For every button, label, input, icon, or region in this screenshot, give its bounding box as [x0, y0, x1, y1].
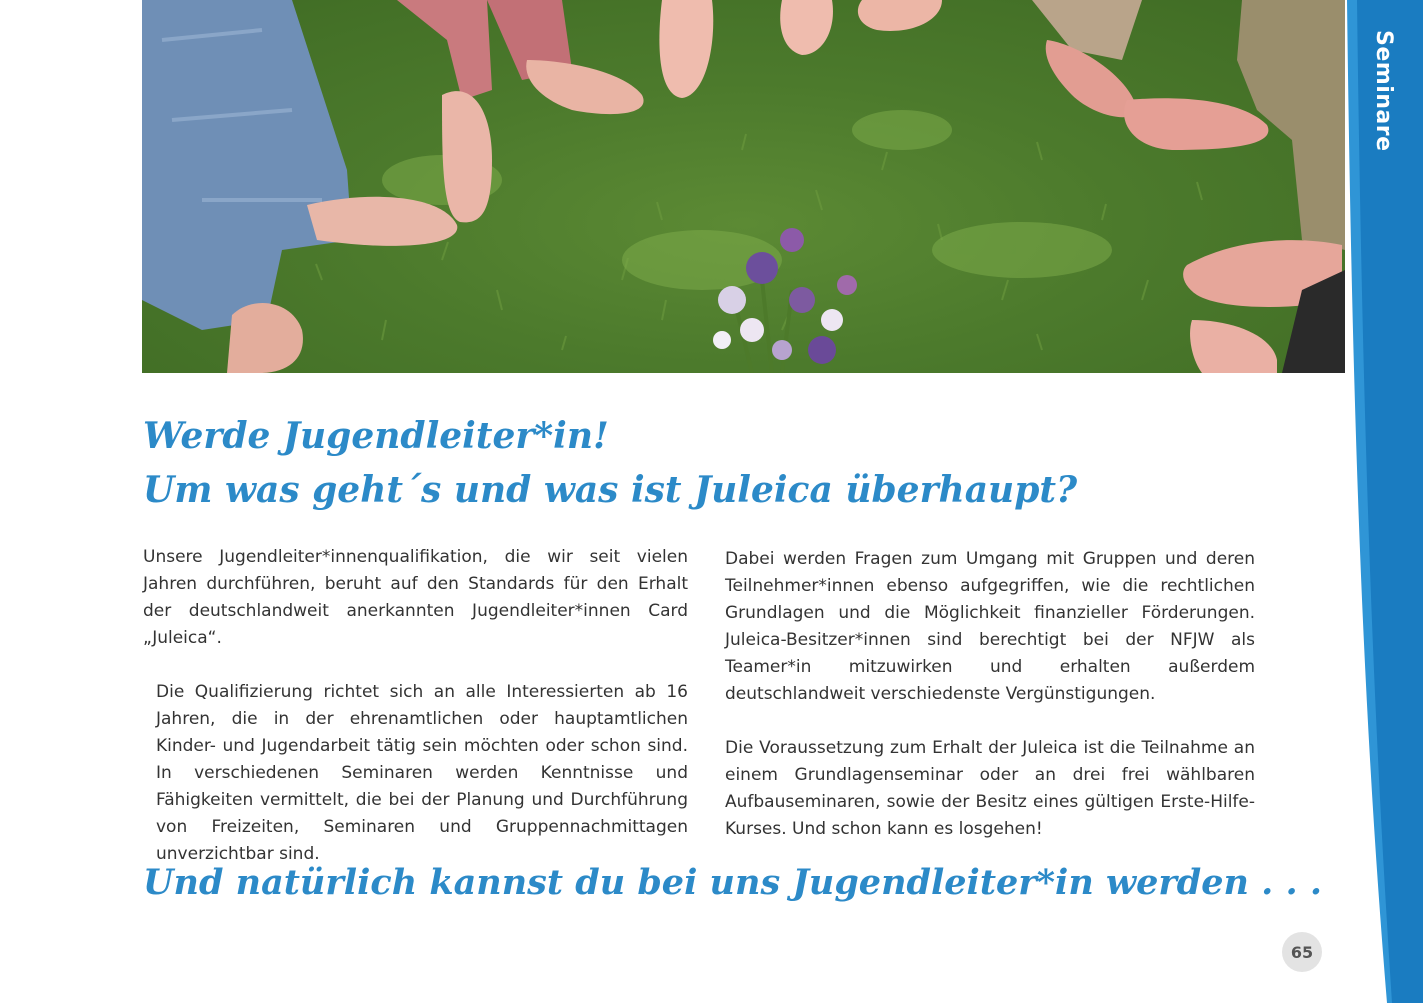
foot	[526, 60, 643, 114]
pink-leggings	[397, 0, 492, 100]
foot	[1190, 320, 1277, 373]
right-paragraph-topics: Dabei werden Fragen zum Umgang mit Gruppen und deren Teilnehmer*innen ebenso aufgegriffen, wie die rechtlichen Grundlagen und die Möglichkeit finanzieller Förderungen. Juleica-Besitzer*innen sind berechtigt bei der NFJW als Teamer*in mitzuwirken und erhalten außerdem deutschlandweit verschiedenste Vergünstigungen.	[725, 549, 1255, 704]
jeans-left-person	[142, 0, 352, 330]
left-paragraph-intro: Unsere Jugendleiter*innenqualifikation, die wir seit vielen Jahren durchführen, beruht auf den Standards für den Erhalt der deutschlandweit anerkannten Jugendleiter*innen Card „Juleica“.	[143, 547, 688, 648]
closing-heading: Und natürlich kannst du bei uns Jugendleiter*in werden . . .	[143, 862, 1323, 903]
foot	[659, 0, 713, 98]
foot	[227, 303, 303, 373]
chapter-label: Seminare	[1371, 30, 1396, 152]
header-photo-feet-on-grass	[142, 0, 1345, 373]
right-paragraph-requirements: Die Voraussetzung zum Erhalt der Juleica ist die Teilnahme an einem Grundlagenseminar oder an drei frei wählbaren Aufbauseminaren, sowie der Besitz eines gültigen Erste-Hilfe-Kurses. Und schon kann es losgehen!	[725, 738, 1255, 839]
foot	[1124, 98, 1268, 150]
foot	[858, 0, 942, 31]
foot	[780, 0, 833, 55]
main-heading-line-2: Um was geht´s und was ist Juleica überhaupt?	[143, 469, 1078, 511]
left-paragraph-qualification: Die Qualifizierung richtet sich an alle Interessierten ab 16 Jahren, die in der ehrenamtlichen oder hauptamtlichen Kinder- und Jugendarbeit tätig sein möchten oder schon sind. In verschiedenen Seminaren werden Kenntnisse und Fähigkeiten vermittelt, die bei der Planung und Durchführung von Freizeiten, Seminaren und Gruppennachmittagen unverzichtbar sind.	[156, 682, 688, 864]
page-number-badge	[1282, 932, 1322, 972]
page-number: 65	[1290, 942, 1314, 962]
main-heading-line-1: Werde Jugendleiter*in!	[143, 415, 609, 457]
foot	[442, 91, 492, 222]
